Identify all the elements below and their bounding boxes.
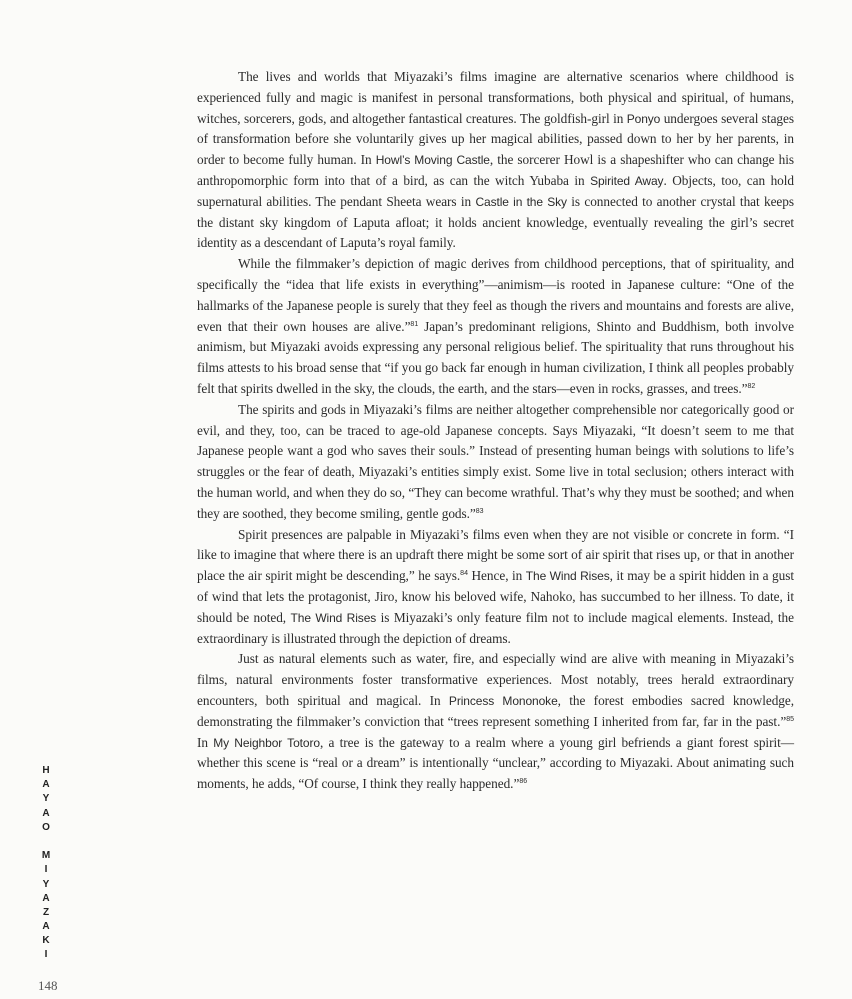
- film-title: Castle in the Sky: [475, 194, 567, 209]
- page-number: 148: [38, 978, 58, 993]
- running-head-letter: K: [42, 935, 50, 947]
- running-head-gap: [38, 835, 54, 849]
- running-head-letter: A: [42, 807, 50, 819]
- running-head-letter: M: [41, 850, 51, 862]
- text-run: Hence, in: [467, 568, 526, 584]
- film-title: The Wind Rises: [290, 610, 377, 625]
- running-head-letter: Y: [42, 793, 50, 805]
- film-title: Princess Mononoke: [448, 693, 558, 708]
- text-run: , the forest embodies sacred knowledge, demonstrating the filmmaker’s conviction that “trees represent something I inherited from far, far in the past.”: [197, 692, 795, 729]
- running-head: [38, 764, 54, 963]
- footnote-ref: 85: [786, 715, 794, 723]
- text-run: Japan’s predominant religions, Shinto and Buddhism, both involve animism, but Miyazaki avoids expressing any personal religious belief. The spirituality that runs throughout his films attests to his broad sense that “if you go back far enough in human civilization, I think all peoples probably felt that spirits dwelled in the sky, the clouds, the earth, and the stars—even in rocks, grasses, and trees.”: [197, 318, 794, 396]
- text-run: In: [197, 734, 214, 750]
- paragraph-4: [197, 525, 794, 650]
- running-head-letter: A: [42, 779, 50, 791]
- running-head-letter: O: [42, 821, 50, 833]
- text-run: . Objects, too, can hold supernatural abilities. The pendant Sheeta wears in: [197, 172, 795, 209]
- text-run: Spirit presences are palpable in Miyazaki’s films even when they are not visible or concrete in form. “I like to imagine that where there is an updraft there might be some sort of air spirit that rises up, or that in another place the air spirit might be descending,” he says.: [197, 526, 794, 584]
- film-title: The Wind Rises: [525, 569, 610, 584]
- running-head-letter: I: [44, 864, 48, 876]
- footnote-ref: 84: [460, 570, 468, 578]
- footnote-ref: 82: [747, 382, 756, 390]
- paragraph-1: [197, 67, 794, 254]
- paragraph-5: [197, 649, 794, 795]
- text-run: undergoes several stages of transformation before she voluntarily gives up her magical abilities, passed down to her by her parents, in order to become fully human. In: [197, 110, 794, 168]
- paragraph-2: [197, 254, 794, 400]
- running-head-letter: I: [44, 949, 48, 961]
- paragraph-3: [197, 400, 794, 525]
- text-run: While the filmmaker’s depiction of magic derives from childhood perceptions, that of spirituality, and specifically the “idea that life exists in everything”—animism—is rooted in Japanese culture: “One of the hallmarks of the Japanese people is surely that they feel as though the rivers and mountains and forests are alive, even that their own houses are alive.”: [197, 256, 794, 334]
- text-run: is connected to another crystal that keeps the distant sky kingdom of Laputa afloat; it holds ancient knowledge, eventually revealing the girl’s secret identity as a descendant of Laputa’s royal family.: [197, 193, 795, 251]
- text-run: The lives and worlds that Miyazaki’s films imagine are alternative scenarios where childhood is experienced fully and magic is manifest in personal transformations, both physical and spiritual, of humans, witches, sorcerers, gods, and altogether fantastical creatures. The goldfish-girl in: [197, 69, 794, 126]
- footnote-ref: 83: [475, 507, 484, 515]
- running-head-letter: A: [42, 892, 50, 904]
- running-head-letter: Y: [42, 878, 50, 890]
- footnote-ref: 81: [410, 320, 419, 328]
- text-run: , the sorcerer Howl is a shapeshifter who can change his anthropomorphic form into that of a bird, as can the witch Yubaba in: [197, 152, 794, 188]
- text-run: The spirits and gods in Miyazaki’s films are neither altogether comprehensible nor categorically good or evil, and they, too, can be traced to age-old Japanese concepts. Says Miyazaki, “It doesn’t seem to me that Japanese people want a god who saves their souls.” Instead of presenting human beings with solutions to life’s struggles or the fear of death, Miyazaki’s entities simply exist. Some live in total seclusion; others interact with the human world, and when they do so, “They can become wrathful. That’s why they must be soothed; and when they are soothed, they become smiling, gentle gods.”: [197, 401, 794, 521]
- footnote-ref: 86: [519, 778, 528, 786]
- text-run: Just as natural elements such as water, fire, and especially wind are alive with meaning in Miyazaki’s films, natural environments foster transformative experiences. Most notably, trees herald extraordinary encounters, both spiritual and magical. In: [197, 651, 794, 708]
- running-head-letter: H: [42, 765, 50, 776]
- text-run: , a tree is the gateway to a realm where a young girl befriends a giant forest spirit—whether this scene is “real or a dream” is intentionally “unclear,” according to Miyazaki. About animating such moments, he adds, “Of course, I think they really happened.”: [197, 734, 794, 792]
- film-title: Ponyo: [626, 111, 661, 126]
- text-run: is Miyazaki’s only feature film not to include magical elements. Instead, the extraordinary is illustrated through the depiction of dreams.: [197, 609, 794, 646]
- film-title: Spirited Away: [590, 173, 664, 188]
- body-text: [197, 67, 794, 795]
- film-title: My Neighbor Totoro: [213, 735, 320, 750]
- running-head-letter: A: [42, 921, 50, 933]
- film-title: Howl’s Moving Castle: [375, 153, 490, 168]
- running-head-letter: Z: [42, 906, 50, 918]
- text-run: , it may be a spirit hidden in a gust of wind that lets the protagonist, Jiro, know his beloved wife, Nahoko, has succumbed to her illness. To date, it should be noted,: [197, 568, 795, 625]
